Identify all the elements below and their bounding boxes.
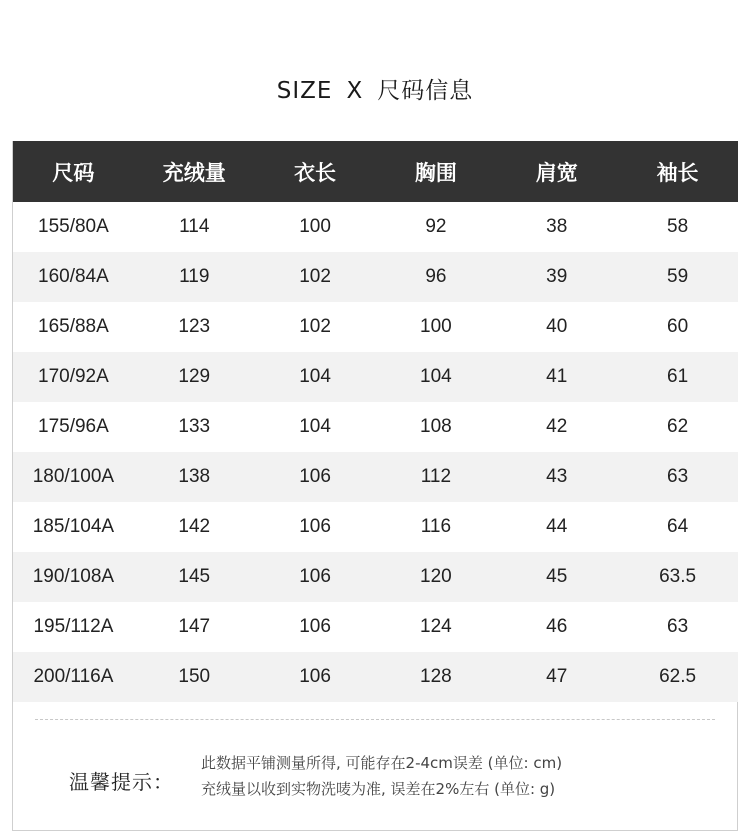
title-chinese: 尺码信息 bbox=[377, 78, 474, 104]
size-table-container bbox=[12, 141, 738, 831]
cell-chest: 96 bbox=[425, 266, 447, 287]
cell-size: 175/96A bbox=[38, 416, 109, 437]
table-row bbox=[13, 402, 738, 452]
cell-down-fill: 138 bbox=[178, 466, 211, 487]
cell-size: 195/112A bbox=[33, 616, 114, 637]
cell-length: 104 bbox=[299, 366, 331, 387]
cell-length: 106 bbox=[299, 666, 331, 687]
cell-down-fill: 133 bbox=[178, 416, 211, 437]
cell-length: 106 bbox=[299, 566, 331, 587]
cell-down-fill: 145 bbox=[178, 566, 211, 587]
cell-down-fill: 147 bbox=[178, 616, 211, 637]
cell-chest: 92 bbox=[425, 216, 447, 237]
cell-down-fill: 119 bbox=[179, 266, 210, 287]
page-title bbox=[0, 72, 750, 105]
cell-chest: 116 bbox=[420, 516, 452, 537]
cell-size: 155/80A bbox=[38, 216, 109, 237]
table-header-row bbox=[13, 141, 738, 202]
cell-shoulder: 46 bbox=[546, 616, 568, 637]
cell-length: 102 bbox=[299, 316, 331, 337]
cell-chest: 108 bbox=[420, 416, 452, 437]
cell-sleeve: 62 bbox=[667, 416, 689, 437]
table-row bbox=[13, 202, 738, 252]
dashed-divider bbox=[35, 719, 715, 720]
notes-line-2: 充绒量以收到实物洗唛为准, 误差在2%左右 (单位: g) bbox=[201, 780, 556, 798]
cell-down-fill: 150 bbox=[178, 666, 211, 687]
notes-text bbox=[201, 750, 562, 802]
table-row bbox=[13, 252, 738, 302]
table-row bbox=[13, 652, 738, 702]
cell-length: 106 bbox=[299, 516, 331, 537]
cell-length: 106 bbox=[299, 616, 331, 637]
header-length: 衣长 bbox=[294, 160, 337, 185]
table-row bbox=[13, 452, 738, 502]
header-chest: 胸围 bbox=[414, 160, 457, 185]
cell-chest: 112 bbox=[420, 466, 452, 487]
cell-sleeve: 62.5 bbox=[659, 666, 697, 687]
cell-size: 185/104A bbox=[32, 516, 115, 537]
header-down-fill: 充绒量 bbox=[162, 160, 226, 185]
title-separator: X bbox=[346, 78, 364, 104]
cell-sleeve: 58 bbox=[667, 216, 689, 237]
cell-shoulder: 38 bbox=[546, 216, 568, 237]
cell-chest: 124 bbox=[420, 616, 452, 637]
cell-sleeve: 61 bbox=[667, 366, 689, 387]
cell-chest: 128 bbox=[420, 666, 452, 687]
cell-chest: 120 bbox=[420, 566, 452, 587]
cell-down-fill: 123 bbox=[178, 316, 211, 337]
table-row bbox=[13, 552, 738, 602]
cell-chest: 100 bbox=[420, 316, 452, 337]
table-row bbox=[13, 302, 738, 352]
table-row bbox=[13, 602, 738, 652]
cell-size: 200/116A bbox=[33, 666, 114, 687]
cell-sleeve: 63 bbox=[667, 616, 689, 637]
cell-length: 106 bbox=[299, 466, 331, 487]
cell-shoulder: 41 bbox=[546, 366, 568, 387]
cell-length: 104 bbox=[299, 416, 331, 437]
notes-line-1: 此数据平铺测量所得, 可能存在2-4cm误差 (单位: cm) bbox=[201, 754, 563, 772]
cell-size: 190/108A bbox=[32, 566, 115, 587]
cell-chest: 104 bbox=[420, 366, 452, 387]
cell-shoulder: 47 bbox=[546, 666, 568, 687]
cell-shoulder: 45 bbox=[546, 566, 568, 587]
cell-down-fill: 142 bbox=[178, 516, 211, 537]
cell-shoulder: 39 bbox=[546, 266, 568, 287]
cell-size: 160/84A bbox=[38, 266, 109, 287]
notes-label: 温馨提示： bbox=[69, 770, 174, 794]
table-row bbox=[13, 352, 738, 402]
cell-sleeve: 64 bbox=[667, 516, 689, 537]
cell-size: 170/92A bbox=[38, 366, 109, 387]
cell-down-fill: 129 bbox=[178, 366, 211, 387]
cell-down-fill: 114 bbox=[179, 216, 210, 237]
table-row bbox=[13, 502, 738, 552]
size-table bbox=[13, 141, 738, 702]
title-size: SIZE bbox=[276, 78, 333, 104]
notes-section bbox=[13, 746, 737, 826]
cell-sleeve: 63 bbox=[667, 466, 689, 487]
header-sleeve: 袖长 bbox=[656, 160, 699, 185]
cell-shoulder: 43 bbox=[546, 466, 568, 487]
header-size: 尺码 bbox=[52, 160, 95, 185]
cell-shoulder: 40 bbox=[546, 316, 568, 337]
cell-length: 100 bbox=[299, 216, 331, 237]
cell-sleeve: 59 bbox=[667, 266, 689, 287]
cell-shoulder: 42 bbox=[546, 416, 568, 437]
cell-shoulder: 44 bbox=[546, 516, 568, 537]
cell-size: 165/88A bbox=[38, 316, 109, 337]
header-shoulder: 肩宽 bbox=[535, 160, 578, 185]
cell-size: 180/100A bbox=[32, 466, 115, 487]
cell-sleeve: 60 bbox=[667, 316, 689, 337]
cell-length: 102 bbox=[299, 266, 331, 287]
cell-sleeve: 63.5 bbox=[659, 566, 697, 587]
